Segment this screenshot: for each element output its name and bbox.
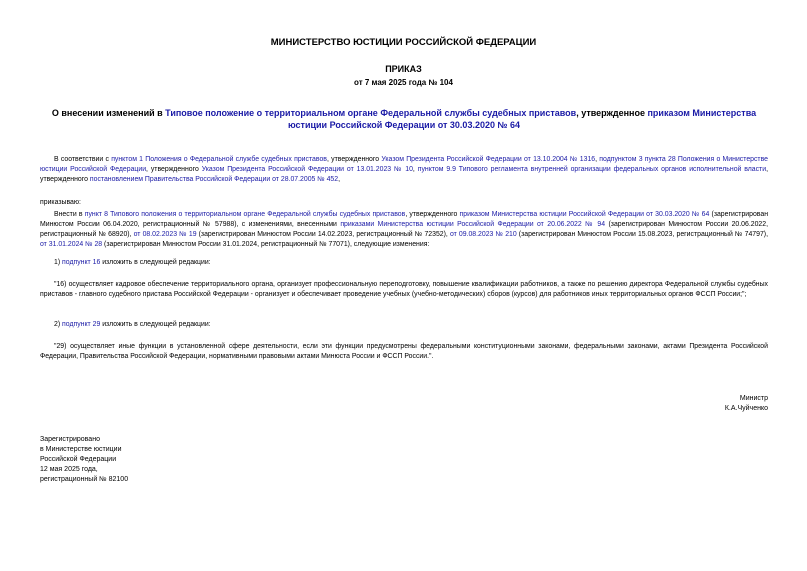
doc-date-number: от 7 мая 2025 года № 104 [354, 78, 453, 87]
body-link-4[interactable]: от 08.02.2023 № 19 [133, 231, 197, 238]
quote-2: "29) осуществляет иные функции в установленной сфере деятельности, если эти функции предусмотрены федеральными конституционными законами, федеральными законами, актами Президента Российской Федерации, Правительства Российской Федерации, нормативными правовыми актами Минюста России и ФССП России.". [40, 343, 768, 360]
body-link-1[interactable]: пункт 8 Типового положения о территориальном органе Федеральной службы судебных приставов [84, 211, 406, 218]
registration-block [40, 435, 128, 485]
registration-line: в Министерстве юстиции [40, 446, 122, 453]
doc-type-heading: ПРИКАЗ [385, 64, 422, 74]
title-link-regulation[interactable]: Типовое положение о территориальном органе Федеральной службы судебных приставов [165, 108, 577, 118]
title-link-order[interactable]: приказом Министерства юстиции Российской Федерации от 30.03.2020 № 64 [287, 108, 757, 130]
main-paragraph: Внести в пункт 8 Типового положения о территориальном органе Федеральной службы судебных приставов, утвержденного приказом Министерства юстиции Российской Федерации от 30.03.2020 № 64 (зарегистрирован Минюстом России 06.04.2020, регистрационный № 57988), с изменениями, внесенными приказами Министерства юстиции Российской Федерации от 20.06.2022 № 94 (зарегистрирован Минюстом России 20.06.2022, регистрационный № 68920), от 08.02.2023 № 19 (зарегистрирован Минюстом России 14.02.2023, регистрационный № 72352), от 09.08.2023 № 210 (зарегистрирован Минюстом России 15.08.2023, регистрационный № 74797), от 31.01.2024 № 28 (зарегистрирован Минюстом России 31.01.2024, регистрационный № 77071), следующие изменения: [40, 211, 769, 248]
preamble-paragraph: В соответствии с пунктом 1 Положения о Федеральной службе судебных приставов, утвержденного Указом Президента Российской Федерации от 13.10.2004 № 1316, подпунктом 3 пункта 28 Положения о Министерстве юстиции Российской Федерации, утвержденного Указом Президента Российской Федерации от 13.01.2023 № 10, пунктом 9.9 Типового регламента внутренней организации федеральных органов исполнительной власти, утвержденного постановлением Правительства Российской Федерации от 28.07.2005 № 452, [40, 156, 768, 183]
preamble-link-3[interactable]: подпунктом 3 пункта 28 Положения о Министерстве юстиции Российской Федерации [40, 156, 768, 173]
registration-line: 12 мая 2025 года, [40, 466, 98, 473]
quote-1: "16) осуществляет кадровое обеспечение территориального органа, организует профессиональную переподготовку, повышение квалификации работников, а также по решению директора Федеральной службы судебных приставов - главного судебного пристава Российской Федерации - организует и обеспечивает проведение учебных (учебно-методических) сборов (курсов) для работников иных территориальных органов ФССП России;"; [40, 281, 768, 298]
signature-block [725, 394, 768, 414]
item-2: 2) подпункт 29 изложить в следующей редакции: [54, 321, 211, 328]
preamble-link-6[interactable]: постановлением Правительства Российской Федерации от 28.07.2005 № 452 [89, 176, 339, 183]
order-word: приказываю: [40, 199, 81, 206]
ministry-heading: МИНИСТЕРСТВО ЮСТИЦИИ РОССИЙСКОЙ ФЕДЕРАЦИИ [270, 37, 537, 48]
preamble-link-2[interactable]: Указом Президента Российской Федерации от 13.10.2004 № 1316 [381, 156, 596, 163]
document-title: О внесении изменений в Типовое положение о территориальном органе Федеральной службы судебных приставов, утвержденное приказом Министерства юстиции Российской Федерации от 30.03.2020 № 64 [51, 108, 757, 130]
registration-line: регистрационный № 82100 [40, 476, 129, 483]
item-1-link[interactable]: подпункт 16 [62, 259, 101, 266]
item-1: 1) подпункт 16 изложить в следующей редакции: [54, 259, 211, 266]
body-link-5[interactable]: от 09.08.2023 № 210 [449, 231, 517, 238]
body-link-2[interactable]: приказом Министерства юстиции Российской Федерации от 30.03.2020 № 64 [459, 211, 710, 218]
body-link-6[interactable]: от 31.01.2024 № 28 [40, 241, 103, 248]
signature-name: К.А.Чуйченко [724, 405, 768, 412]
registration-line: Российской Федерации [40, 456, 117, 463]
registration-line: Зарегистрировано [40, 436, 100, 443]
item-2-link[interactable]: подпункт 29 [62, 321, 101, 328]
preamble-link-5[interactable]: пунктом 9.9 Типового регламента внутренней организации федеральных органов исполнительной власти [417, 166, 767, 173]
preamble-link-1[interactable]: пунктом 1 Положения о Федеральной службе судебных приставов [111, 156, 327, 163]
signature-position: Министр [739, 395, 768, 402]
body-link-3[interactable]: приказами Министерства юстиции Российской Федерации от 20.06.2022 № 94 [340, 221, 606, 228]
preamble-link-4[interactable]: Указом Президента Российской Федерации от 13.01.2023 № 10 [201, 166, 413, 173]
